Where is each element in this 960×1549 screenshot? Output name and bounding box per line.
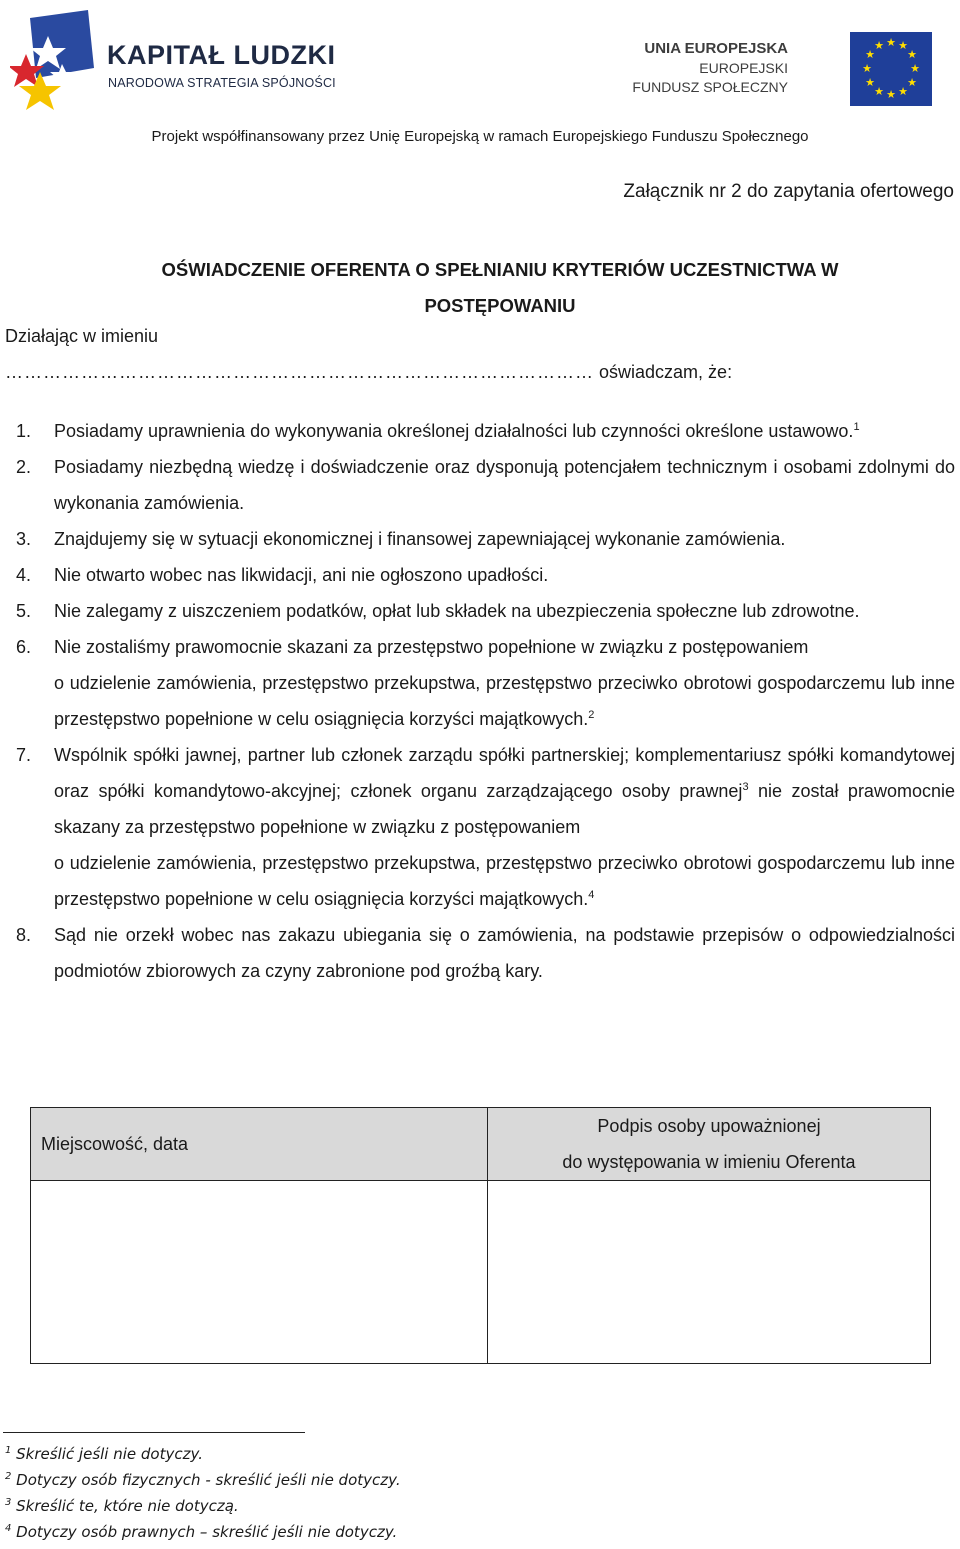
svg-text:★: ★ [910,62,920,75]
footnote-text: Skreślić jeśli nie dotyczy. [16,1445,203,1463]
svg-text:★: ★ [886,36,896,49]
footnote [5,1441,905,1467]
svg-text:★: ★ [907,48,917,61]
eu-logo-line-3: FUNDUSZ SPOŁECZNY [632,79,788,95]
document-title-line-1: OŚWIADCZENIE OFERENTA O SPEŁNIANIU KRYTERIÓW UCZESTNICTWA W [161,259,839,280]
svg-text:★: ★ [862,62,872,75]
signature-field[interactable] [488,1181,931,1364]
item-text-continued: o udzielenie zamówienia, przestępstwo przekupstwa, przestępstwo przeciwko obrotowi gospodarczemu lub inne przestępstwo popełnione w celu osiągnięcia korzyści majątkowych. [54,673,955,729]
cofinancing-note: Projekt współfinansowany przez Unię Europejską w ramach Europejskiego Funduszu Społecznego [151,128,809,145]
item-text: Nie otwarto wobec nas likwidacji, ani nie ogłoszono upadłości. [54,565,549,585]
footnote-ref: 4 [588,889,595,901]
document-title-line-2: POSTĘPOWANIU [424,295,576,316]
item-text: Posiadamy niezbędną wiedzę i doświadczenie oraz dysponują potencjałem technicznym i osobami zdolnymi do wykonania zamówienia. [54,457,955,513]
declare-label: oświadczam, że: [599,362,733,382]
declaration-item [0,449,960,521]
footnote-separator [3,1432,305,1433]
signature-header-line-1: Podpis osoby upoważnionej [597,1116,821,1136]
footnote-number: 2 [5,1471,12,1482]
annex-label: Załącznik nr 2 do zapytania ofertowego [623,181,954,202]
item-text: Nie zostaliśmy prawomocnie skazani za przestępstwo popełnione w związku z postępowaniem [54,637,809,657]
eu-logo-line-2: EUROPEJSKI [699,60,788,76]
footnote-text: Skreślić te, które nie dotyczą. [16,1497,239,1515]
footnote-ref: 3 [742,781,749,793]
footnote [5,1519,905,1545]
item-number: 5. [16,601,32,621]
eu-logo [632,30,940,110]
footnote-text: Dotyczy osób fizycznych - skreślić jeśli nie dotyczy. [16,1471,401,1489]
kapital-ludzki-title: KAPITAŁ LUDZKI [107,40,336,70]
svg-text:★: ★ [907,76,917,89]
declaration-item [0,917,960,989]
svg-text:★: ★ [898,39,908,52]
item-number: 7. [16,745,32,765]
item-number: 3. [16,529,32,549]
svg-text:★: ★ [898,85,908,98]
name-fill-line [5,362,945,383]
signature-header [488,1108,931,1181]
eu-flag-icon [850,32,932,106]
item-text: Nie zalegamy z uiszczeniem podatków, opłat lub składek na ubezpieczenia społeczne lub zdrowotne. [54,601,860,621]
declaration-item [0,557,960,593]
svg-text:★: ★ [865,76,875,89]
kapital-ludzki-subtitle: NARODOWA STRATEGIA SPÓJNOŚCI [108,76,336,90]
declaration-item [0,521,960,557]
svg-text:★: ★ [874,85,884,98]
declaration-item [0,413,960,449]
svg-text:★: ★ [865,48,875,61]
document-title [60,252,940,324]
declaration-item [0,593,960,629]
footnote [5,1467,905,1493]
signature-table [30,1107,931,1364]
footnote-ref: 2 [588,709,595,721]
item-number: 8. [16,925,32,945]
item-text-continued: o udzielenie zamówienia, przestępstwo przekupstwa, przestępstwo przeciwko obrotowi gospodarczemu lub inne przestępstwo popełnione w celu osiągnięcia korzyści majątkowych. [54,853,955,909]
acting-on-behalf-label: Działając w imieniu [5,326,159,346]
item-number: 2. [16,457,32,477]
footnote-number: 3 [5,1497,12,1508]
fill-dots: ………………………………………………………………………………… [5,362,594,382]
item-number: 4. [16,565,32,585]
signature-header-line-2: do występowania w imieniu Oferenta [562,1152,856,1172]
item-text: Sąd nie orzekł wobec nas zakazu ubiegania się o zamówienia, na podstawie przepisów o odpowiedzialności podmiotów zbiorowych za czyny zabronione pod groźbą kary. [54,925,955,981]
footnote-number: 1 [5,1445,12,1456]
item-text: Znajdujemy się w sytuacji ekonomicznej i finansowej zapewniającej wykonanie zamówienia. [54,529,786,549]
item-text: Wspólnik spółki jawnej, partner lub członek zarządu spółki partnerskiej; komplementariusz spółki komandytowej oraz spółki komandytowo-akcyjnej; członek organu zarządzającego osoby prawnej [54,745,955,801]
footnotes [5,1441,905,1545]
svg-text:★: ★ [886,88,896,101]
declaration-item [0,629,960,737]
footnote [5,1493,905,1519]
item-text-middle: nie został prawomocnie skazany za przestępstwo popełnione w związku z postępowaniem [54,781,955,837]
eu-logo-line-1: UNIA EUROPEJSKA [644,40,788,57]
item-number: 1. [16,421,32,441]
footnote-number: 4 [5,1523,12,1534]
declaration-item [0,737,960,917]
footnote-ref: 1 [853,421,860,433]
footnote-text: Dotyczy osób prawnych – skreślić jeśli nie dotyczy. [16,1523,398,1541]
item-text: Posiadamy uprawnienia do wykonywania określonej działalności lub czynności określone ustawowo. [54,421,854,441]
kapital-ludzki-logo-icon [10,6,110,118]
place-date-field[interactable] [31,1181,488,1364]
svg-text:★: ★ [874,39,884,52]
item-number: 6. [16,637,32,657]
place-date-header: Miejscowość, data [31,1108,488,1181]
declarations-list [0,413,960,989]
